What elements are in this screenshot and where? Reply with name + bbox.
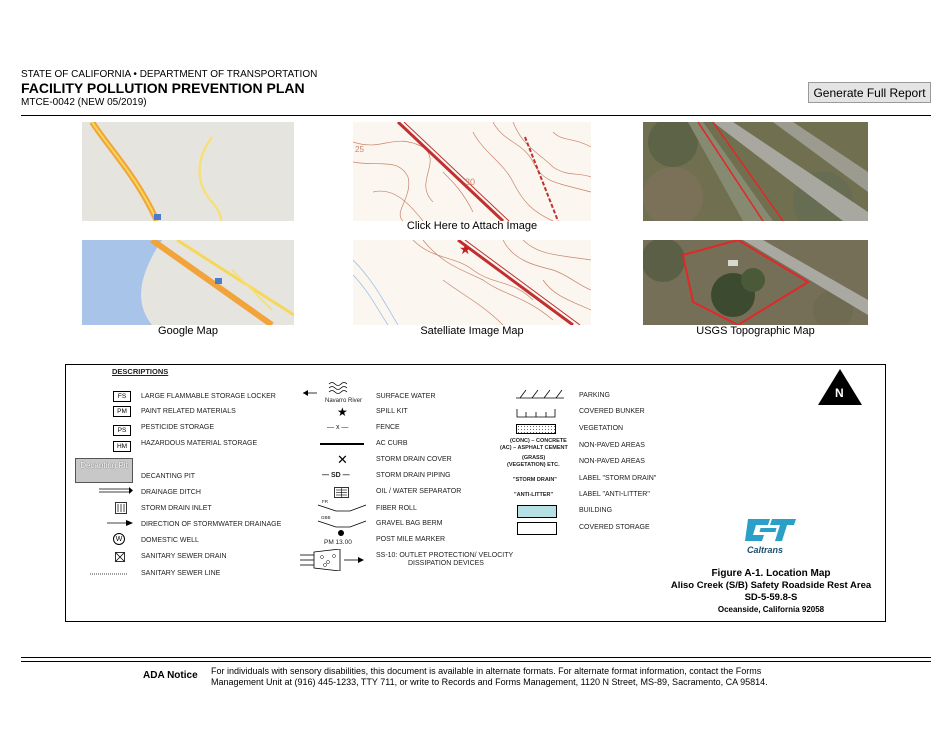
- ps-code-icon: PS: [113, 425, 131, 436]
- storm-drain-inlet-icon: [115, 502, 127, 514]
- ada-notice-label: ADA Notice: [143, 670, 198, 681]
- legend-label-parking: PARKING: [579, 392, 610, 399]
- legend-label-sewer-line: SANITARY SEWER LINE: [141, 570, 221, 577]
- paved-sym-1: (CONC) – CONCRETE: [510, 438, 567, 444]
- surface-water-sym-label: Navarro River: [325, 398, 363, 404]
- post-mile-sym: PM 13.00: [324, 539, 352, 546]
- post-mile-marker-icon: [338, 530, 344, 536]
- fiber-roll-sym: FR: [322, 499, 328, 504]
- legend-label-well: DOMESTIC WELL: [141, 537, 199, 544]
- legend-heading: DESCRIPTIONS: [112, 367, 169, 376]
- topo-number-2: 30: [465, 177, 476, 187]
- covered-bunker-icon: [516, 408, 556, 418]
- sanitary-sewer-line-icon: [90, 573, 128, 576]
- topo-number: 25: [355, 145, 364, 154]
- caption-google-map: Google Map: [158, 325, 218, 337]
- legend-label-gravel-bag: GRAVEL BAG BERM: [376, 520, 443, 527]
- legend-label-covered-bunker: COVERED BUNKER: [579, 408, 645, 415]
- legend-label-post-mile: POST MILE MARKER: [376, 536, 446, 543]
- legend-label-storm-inlet: STORM DRAIN INLET: [141, 505, 212, 512]
- legend-label-outlet-protection: SS-10: OUTLET PROTECTION/ VELOCITY: [376, 552, 514, 559]
- satellite-map-top[interactable]: [643, 122, 868, 221]
- legend-label-fence: FENCE: [376, 424, 400, 431]
- legend-label-vegetation: VEGETATION: [579, 425, 624, 432]
- legend-box: [65, 364, 886, 622]
- legend-label-drainage-direction: DIRECTION OF STORMWATER DRAINAGE: [141, 521, 282, 528]
- legend-label-paved: NON-PAVED AREAS: [579, 442, 645, 449]
- legend-label-sewer-drain: SANITARY SEWER DRAIN: [141, 553, 227, 560]
- storm-drain-label-sym: "STORM DRAIN": [513, 477, 557, 483]
- footer-divider-1: [21, 657, 931, 658]
- outlet-protection-icon: [300, 549, 366, 571]
- satellite-map-bottom[interactable]: [643, 240, 868, 325]
- page-title: FACILITY POLLUTION PREVENTION PLAN: [21, 80, 305, 96]
- legend-label-anti-litter: LABEL "ANTI-LITTER": [579, 491, 650, 498]
- legend-label-nonpaved: NON-PAVED AREAS: [579, 458, 645, 465]
- google-map-bottom[interactable]: [82, 240, 294, 325]
- generate-report-button[interactable]: Generate Full Report: [808, 82, 931, 103]
- nonpaved-sym-2: (VEGETATION) ETC.: [507, 462, 560, 468]
- caption-usgs-map: USGS Topographic Map: [696, 325, 815, 337]
- ac-curb-icon: [320, 443, 364, 445]
- legend-label-fiber-roll: FIBER ROLL: [376, 505, 417, 512]
- topo-map-top[interactable]: [353, 122, 591, 221]
- legend-label-ac-curb: AC CURB: [376, 440, 408, 447]
- vegetation-icon: [516, 424, 556, 434]
- drainage-direction-arrow-icon: [107, 519, 133, 527]
- header-divider: [21, 115, 931, 116]
- form-id: MTCE-0042 (NEW 05/2019): [21, 97, 147, 108]
- footer-divider-2: [21, 661, 931, 662]
- attach-image-link[interactable]: Click Here to Attach Image: [406, 220, 538, 232]
- figure-caption-city: Oceanside, California 92058: [717, 605, 825, 614]
- caltrans-logo-icon: [742, 515, 798, 545]
- north-arrow-icon: [818, 369, 862, 405]
- legend-label-pm: PAINT RELATED MATERIALS: [141, 408, 236, 415]
- legend-label-fs: LARGE FLAMMABLE STORAGE LOCKER: [141, 393, 276, 400]
- gravel-bag-sym: GBB: [321, 515, 331, 520]
- legend-label-spill-kit: SPILL KIT: [376, 408, 408, 415]
- topo-map-bottom[interactable]: [353, 240, 591, 325]
- legend-label-surface-water: SURFACE WATER: [376, 393, 436, 400]
- parking-icon: [516, 389, 566, 399]
- legend-label-drainage-ditch: DRAINAGE DITCH: [141, 489, 201, 496]
- spill-kit-icon: ★: [337, 405, 348, 419]
- storm-drain-cover-icon: ✕: [337, 452, 348, 467]
- building-swatch: [517, 505, 557, 518]
- agency-label: STATE OF CALIFORNIA • DEPARTMENT OF TRANSPORTATION: [21, 69, 318, 80]
- storm-drain-piping-sym: — SD —: [322, 472, 350, 479]
- sanitary-sewer-drain-icon: [115, 552, 125, 562]
- surface-water-icon: [303, 379, 353, 397]
- figure-caption-title: Figure A-1. Location Map: [711, 568, 831, 579]
- legend-label-storm-drain-cover: STORM DRAIN COVER: [376, 456, 452, 463]
- google-map-top[interactable]: [82, 122, 294, 221]
- caption-satellite-map: Satelliate Image Map: [420, 325, 524, 337]
- ada-notice-line1: For individuals with sensory disabilities, this document is available in alternate formats. For alternate format information, contact the Forms: [211, 666, 762, 676]
- legend-label-covered-storage: COVERED STORAGE: [579, 524, 650, 531]
- legend-label-outlet-protection-2: DISSIPATION DEVICES: [408, 560, 484, 567]
- fs-code-icon: FS: [113, 391, 131, 402]
- anti-litter-label-sym: "ANTI-LITTER": [514, 492, 554, 498]
- covered-storage-swatch: [517, 522, 557, 535]
- legend-label-building: BUILDING: [579, 507, 613, 514]
- figure-caption-postmile: SD-5-59.8-S: [744, 592, 798, 603]
- north-label: N: [835, 386, 844, 400]
- legend-label-decanting: DECANTING PIT: [141, 473, 196, 480]
- ada-notice-line2: Management Unit at (916) 445-1233, TTY 711, or write to Records and Forms Management, 1120 N Street, MS-89, Sacramento, CA 95814.: [211, 677, 768, 687]
- legend-label-hm: HAZARDOUS MATERIAL STORAGE: [141, 440, 258, 447]
- paved-sym-2: (AC) – ASPHALT CEMENT: [500, 445, 568, 451]
- legend-label-storm-drain-piping: STORM DRAIN PIPING: [376, 472, 451, 479]
- location-star-icon: ★: [459, 242, 472, 258]
- fence-sym: — x —: [327, 424, 349, 431]
- figure-caption-location: Aliso Creek (S/B) Safety Roadside Rest Area: [670, 580, 872, 591]
- hm-code-icon: HM: [113, 441, 131, 452]
- nonpaved-sym-1: (GRASS): [522, 455, 546, 461]
- oil-water-separator-icon: [334, 487, 349, 498]
- domestic-well-icon: W: [113, 533, 125, 545]
- drainage-ditch-icon: [99, 487, 133, 495]
- caltrans-logo-text: Caltrans: [747, 545, 784, 555]
- pm-code-icon: PM: [113, 406, 131, 417]
- legend-label-storm-drain-label: LABEL "STORM DRAIN": [579, 475, 657, 482]
- decanting-pit-icon: Decanting Pit: [75, 458, 133, 483]
- legend-label-ps: PESTICIDE STORAGE: [141, 424, 214, 431]
- legend-label-oil-separator: OIL / WATER SEPARATOR: [376, 488, 462, 495]
